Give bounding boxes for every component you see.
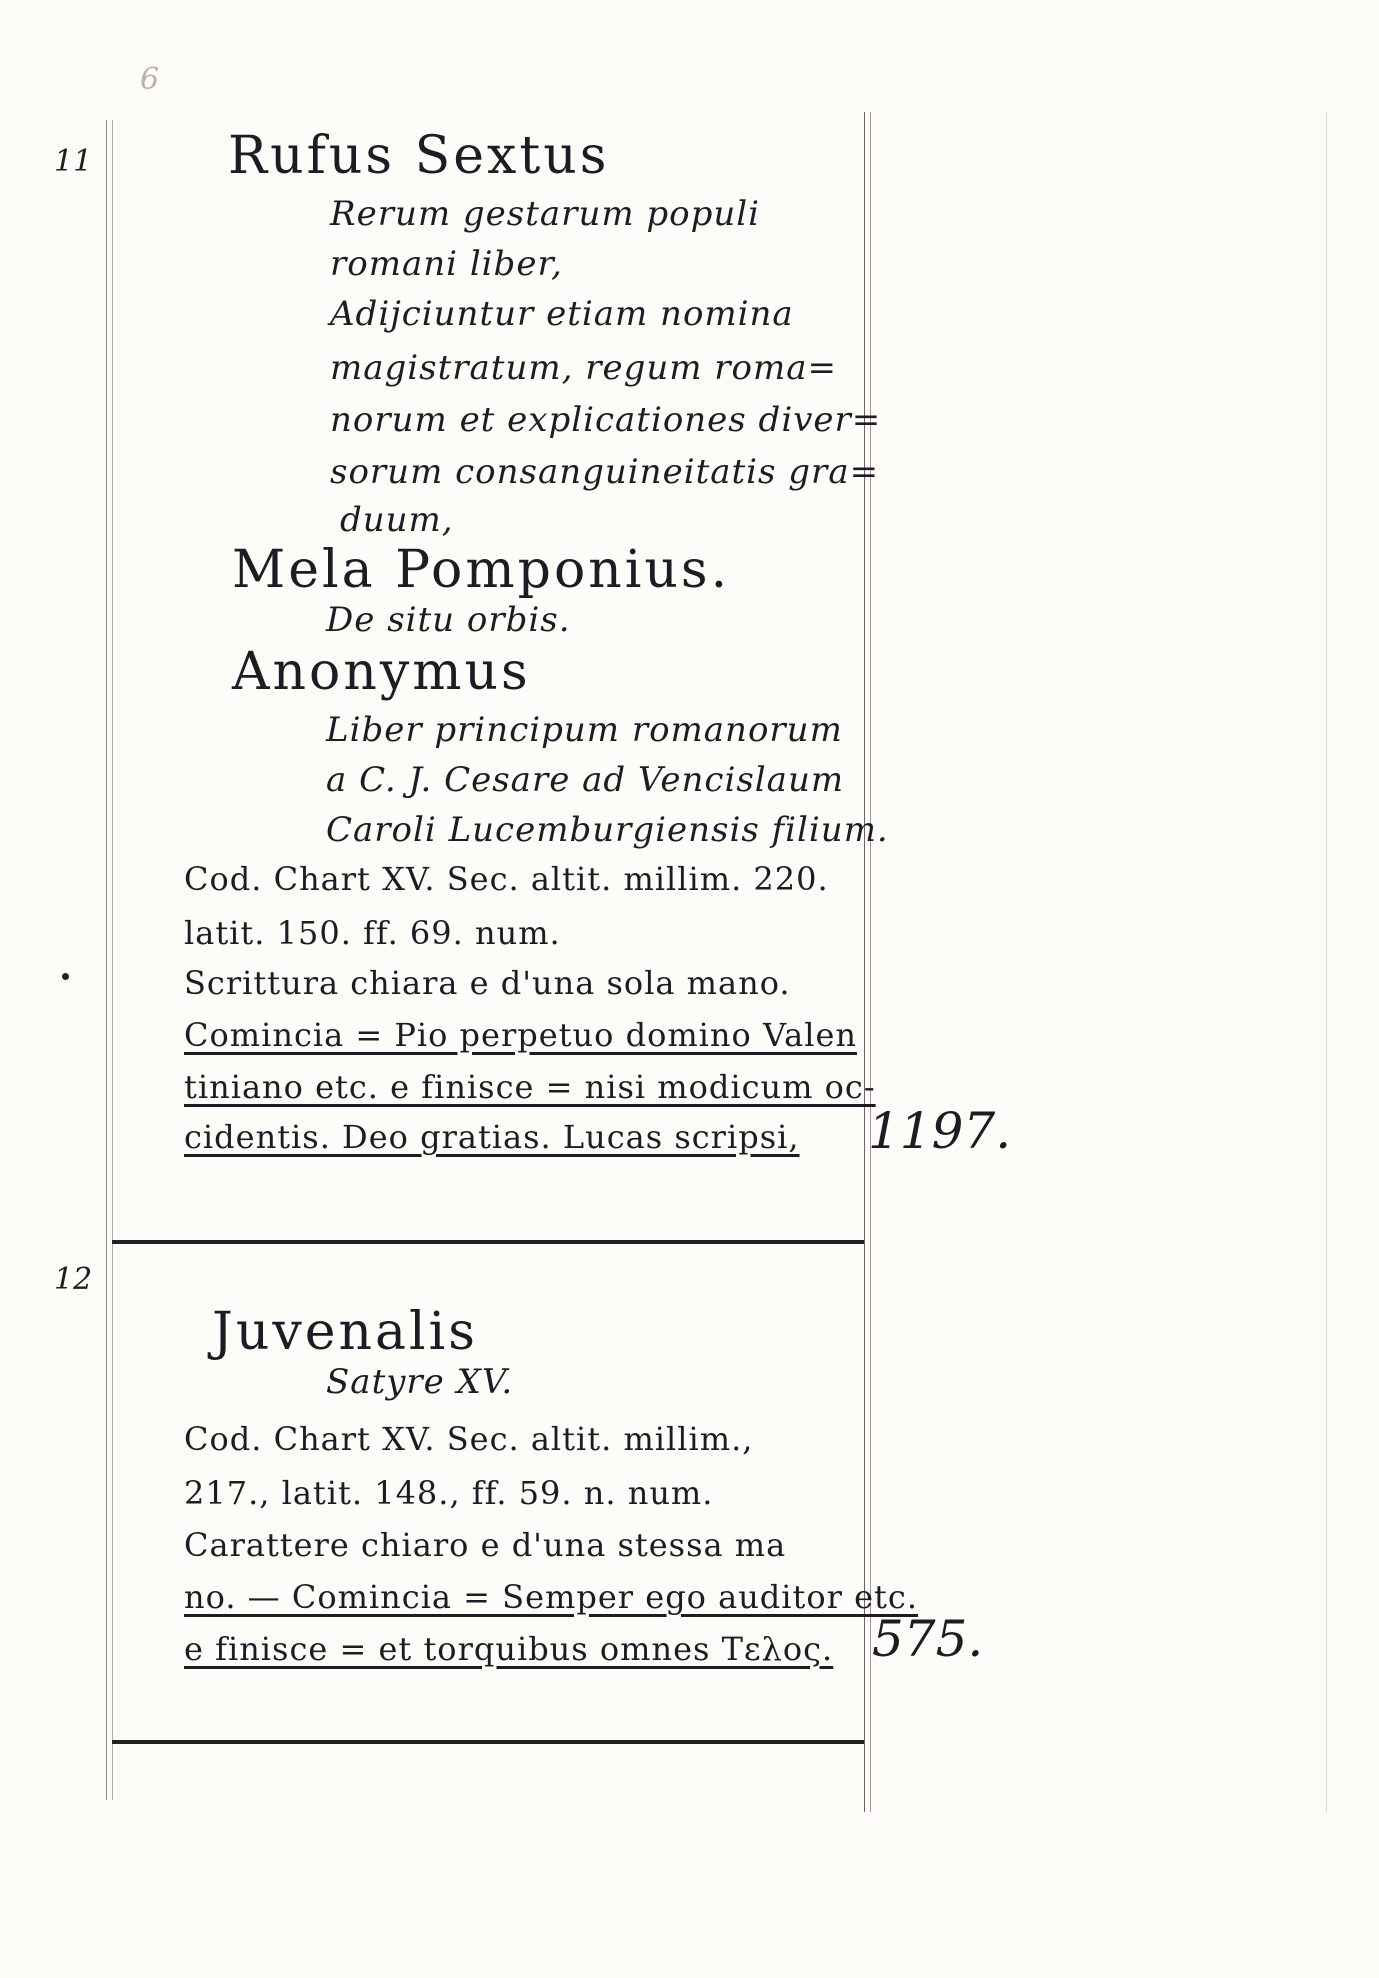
entry-separator (112, 1240, 864, 1244)
page-number: 6 (140, 62, 160, 97)
work-title-line: a C. J. Cesare ad Vencislaum (326, 760, 845, 800)
description-line: Carattere chiaro e d'una stessa ma (184, 1526, 787, 1564)
work-title-line: Rerum gestarum populi (330, 194, 761, 234)
description-line: Cod. Chart XV. Sec. altit. millim., (184, 1420, 754, 1458)
work-title-line: romani liber, (330, 244, 563, 284)
margin-rule-left (106, 120, 107, 1800)
column-rule-shelfmark (864, 112, 865, 1812)
author-name: Anonymus (232, 642, 531, 702)
work-title-line: norum et explicationes diver= (330, 400, 882, 440)
shelfmark: 1197. (868, 1102, 1012, 1160)
description-line: Scrittura chiara e d'una sola mano. (184, 964, 791, 1002)
margin-rule-left-inner (112, 120, 113, 1800)
author-name: Juvenalis (212, 1302, 478, 1362)
entry-number: 12 (54, 1262, 93, 1297)
work-title-line: duum, (340, 500, 454, 540)
entry-separator (112, 1740, 864, 1744)
column-rule-shelfmark-inner (870, 112, 871, 1812)
description-line: cidentis. Deo gratias. Lucas scripsi, (184, 1118, 800, 1156)
work-title-line: magistratum, regum roma= (330, 348, 838, 388)
description-line: 217., latit. 148., ff. 59. n. num. (184, 1474, 714, 1512)
work-title-line: Adijciuntur etiam nomina (330, 294, 794, 334)
author-name: Rufus Sextus (228, 126, 610, 186)
work-title-line: Liber principum romanorum (326, 710, 843, 750)
description-line: Cod. Chart XV. Sec. altit. millim. 220. (184, 860, 829, 898)
description-line: tiniano etc. e finisce = nisi modicum oc- (184, 1068, 876, 1106)
description-line: latit. 150. ff. 69. num. (184, 914, 561, 952)
author-name: Mela Pomponius. (232, 540, 731, 600)
margin-rule-right (1326, 112, 1327, 1812)
description-line: Comincia = Pio perpetuo domino Valen (184, 1016, 857, 1054)
work-title-line: De situ orbis. (326, 600, 571, 640)
work-title-line: sorum consanguineitatis gra= (330, 452, 880, 492)
entry-number: 11 (54, 144, 93, 179)
work-title-line: Satyre XV. (326, 1362, 514, 1402)
ink-dot (62, 973, 69, 980)
work-title-line: Caroli Lucemburgiensis filium. (326, 810, 889, 850)
description-line: e finisce = et torquibus omnes Τελος. (184, 1630, 834, 1668)
shelfmark: 575. (872, 1610, 984, 1668)
description-line: no. — Comincia = Semper ego auditor etc. (184, 1578, 918, 1616)
